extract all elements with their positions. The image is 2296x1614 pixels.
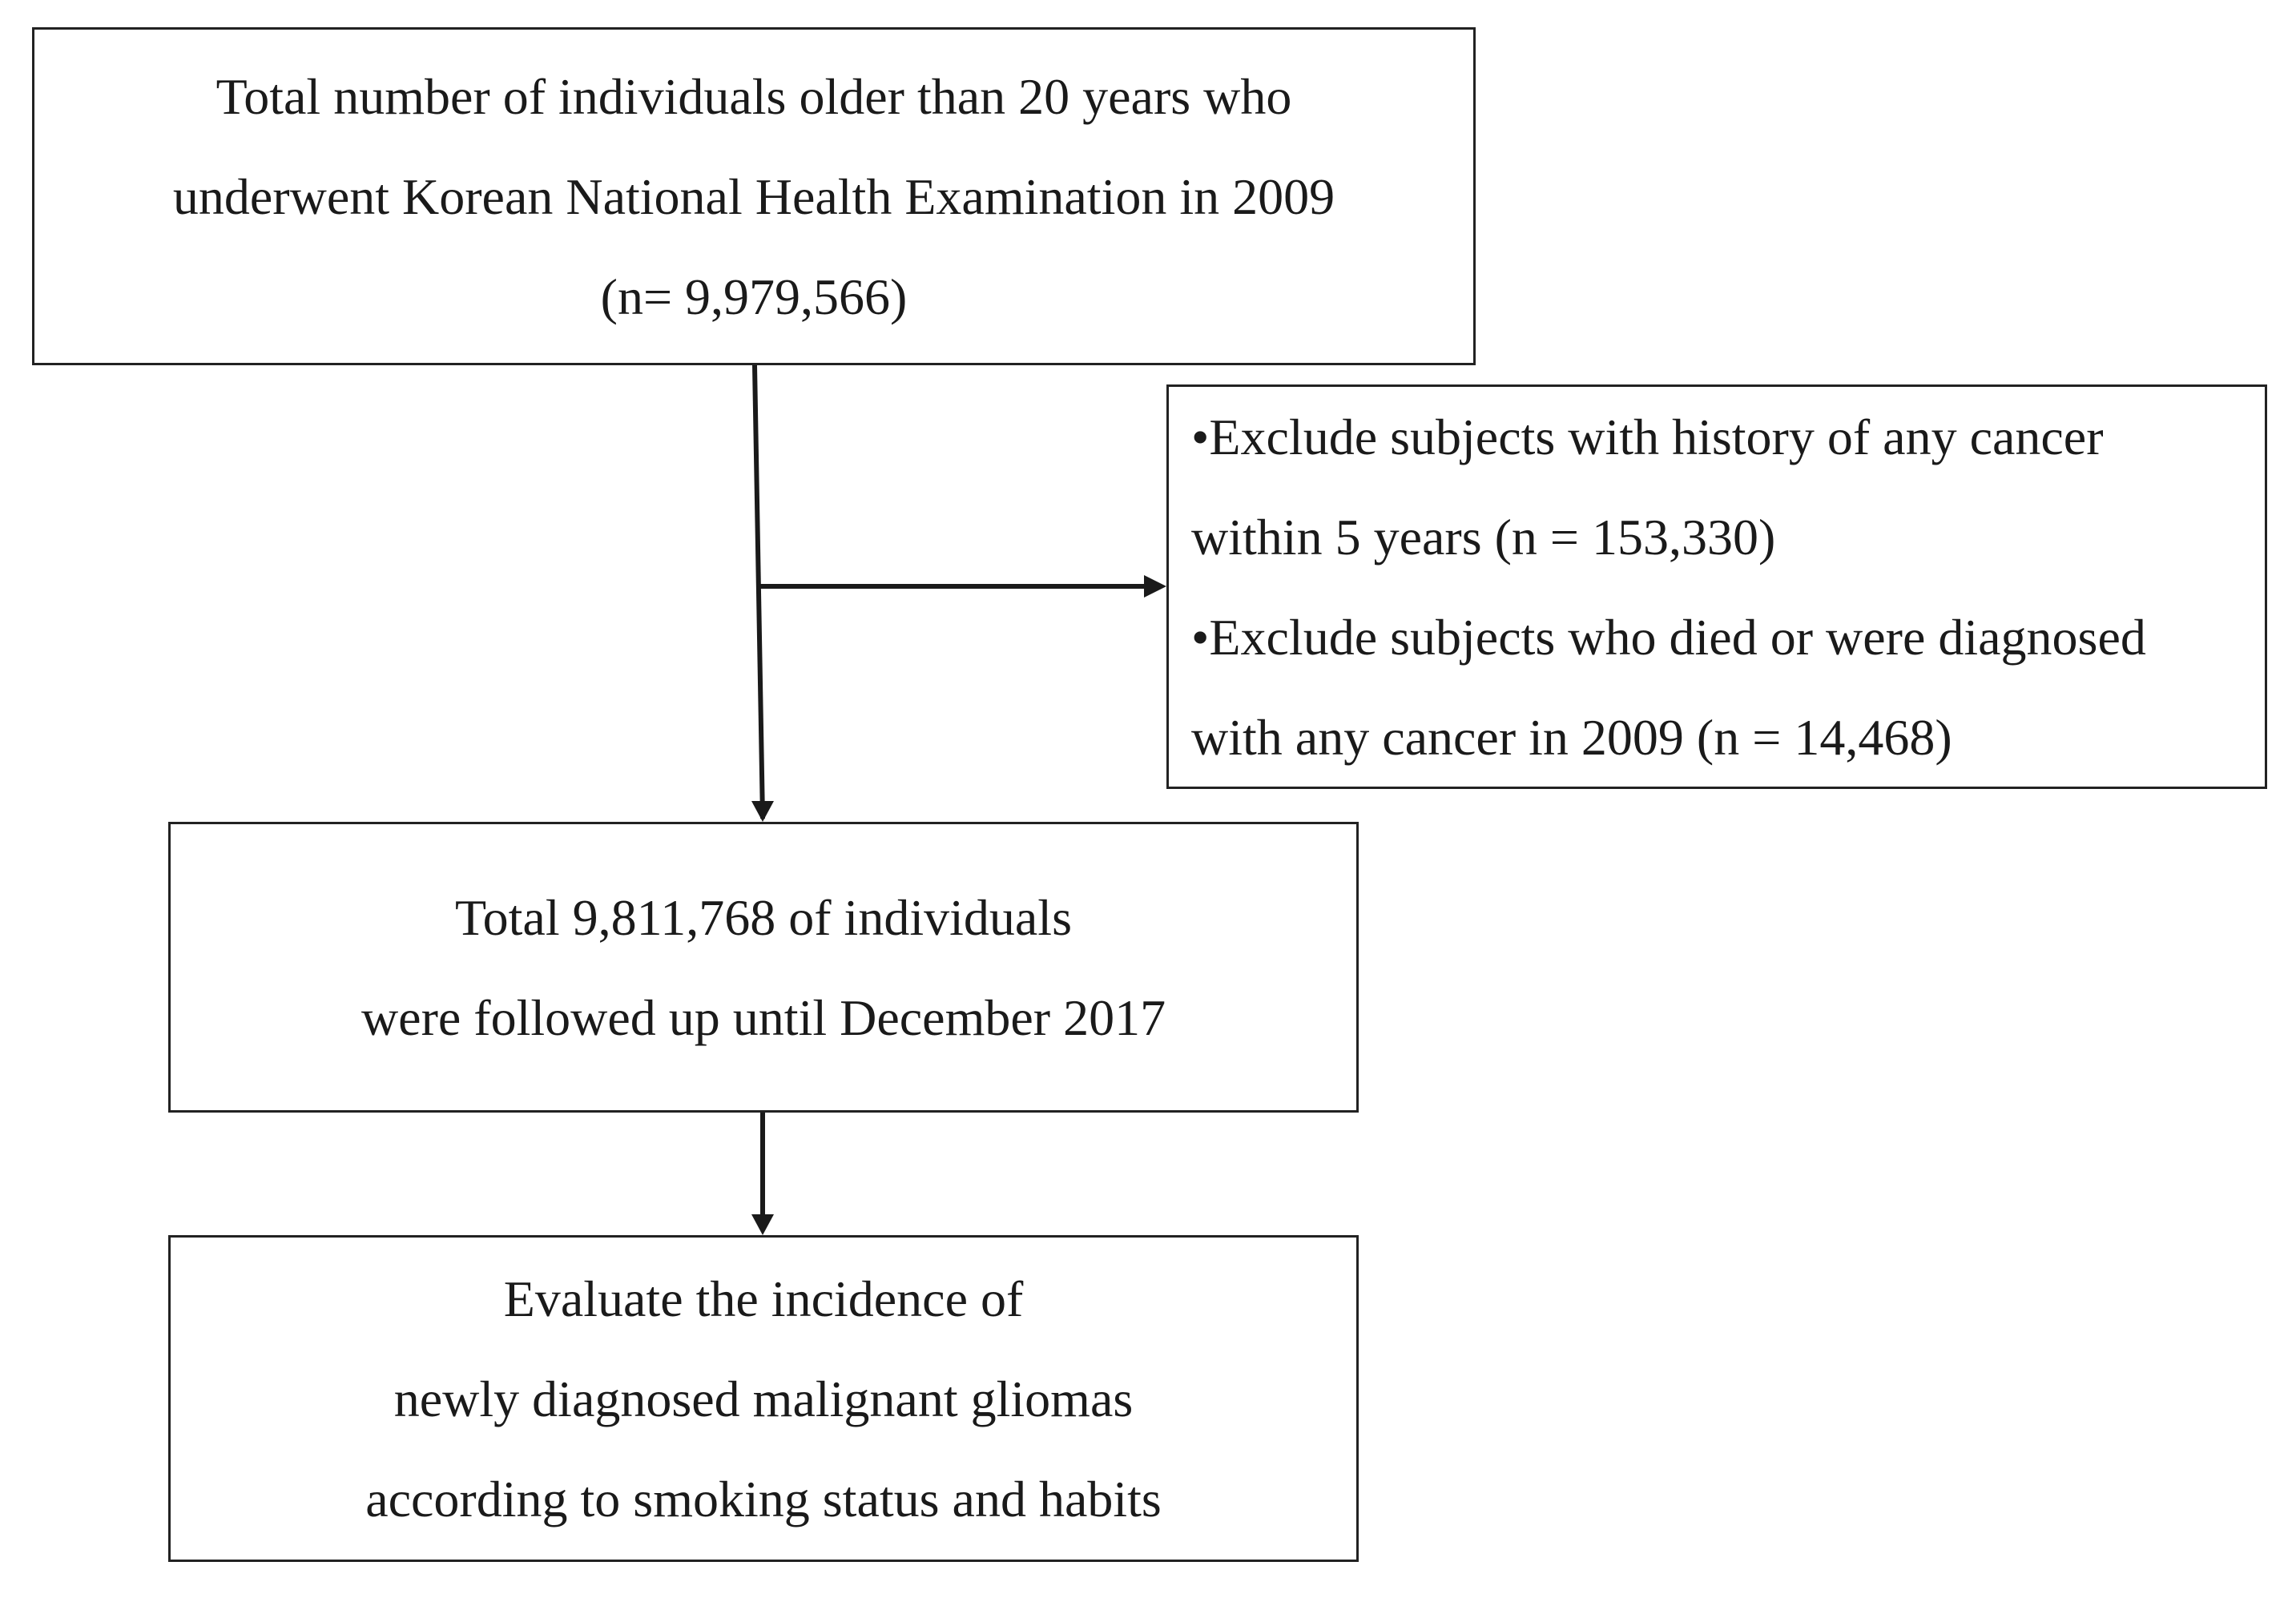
total-box-line-1: Total number of individuals older than 20 years who xyxy=(216,67,1292,125)
followup-box-line-2: were followed up until December 2017 xyxy=(361,988,1166,1046)
arrowhead-followup xyxy=(751,801,774,822)
exclude-box-line-3: •Exclude subjects who died or were diagnosed xyxy=(1191,608,2146,666)
evaluate-box-line-2: newly diagnosed malignant gliomas xyxy=(393,1370,1134,1427)
evaluation-outcome-box xyxy=(168,1235,1359,1562)
arrow-total-to-followup xyxy=(755,365,763,819)
total-population-box xyxy=(32,27,1476,365)
arrowhead-evaluate xyxy=(751,1214,774,1235)
arrowhead-exclude xyxy=(1144,575,1166,598)
evaluate-box-line-3: according to smoking status and habits xyxy=(365,1470,1162,1527)
total-box-line-2: underwent Korean National Health Examination in 2009 xyxy=(172,167,1335,225)
exclude-box-line-1: •Exclude subjects with history of any cancer xyxy=(1191,408,2104,465)
followup-box-line-1: Total 9,811,768 of individuals xyxy=(455,888,1072,946)
total-box-line-3: (n= 9,979,566) xyxy=(600,268,908,325)
exclude-box-line-4: with any cancer in 2009 (n = 14,468) xyxy=(1191,708,1952,766)
exclude-box-line-2: within 5 years (n = 153,330) xyxy=(1191,508,1776,566)
evaluate-box-line-1: Evaluate the incidence of xyxy=(503,1270,1024,1327)
exclusion-criteria-box xyxy=(1166,384,2267,789)
followup-cohort-box xyxy=(168,822,1359,1113)
